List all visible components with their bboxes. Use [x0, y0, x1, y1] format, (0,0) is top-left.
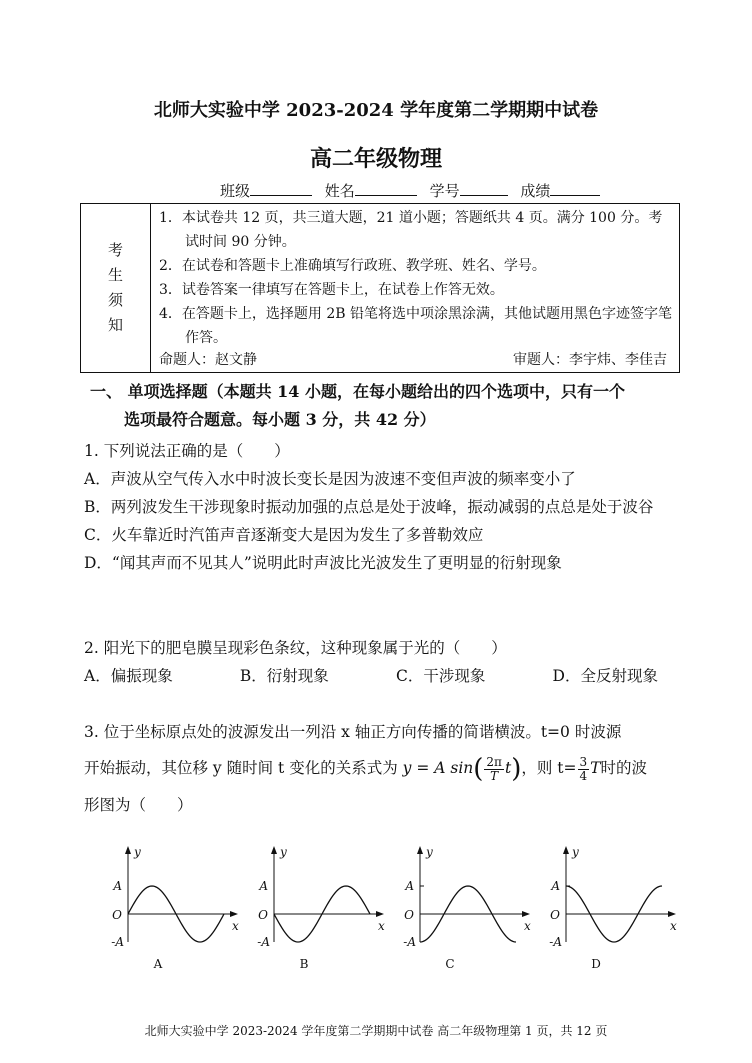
stem-text: 开始振动，其位移 y 随时间 t 变化的关系式为	[84, 759, 398, 777]
notice-items	[159, 206, 673, 350]
student-id-blank	[460, 181, 508, 196]
negative-amplitude-label: -A	[403, 935, 416, 949]
reviewer: 审题人：李宇炜、李佳吉	[513, 352, 667, 368]
notice-item: 2．在试卷和答题卡上准确填写行政班、教学班、姓名、学号。	[159, 258, 546, 274]
page-footer: 北师大实验中学 2023-2024 学年度第二学期期中试卷 高二年级物理第 1 页，共 12 页	[144, 1024, 608, 1038]
x-axis-label: x	[670, 919, 677, 933]
name-label: 姓名	[324, 182, 355, 200]
x-axis-arrow	[668, 911, 676, 917]
origin-label: O	[550, 908, 560, 922]
y-axis-arrow	[271, 846, 277, 854]
class-label: 班级	[220, 182, 251, 200]
negative-amplitude-label: -A	[111, 935, 124, 949]
student-id-label: 学号	[429, 182, 460, 200]
amplitude-label: A	[551, 879, 560, 893]
option-d: D．全反射现象	[552, 667, 658, 685]
authors-line	[159, 349, 667, 369]
question-3	[84, 714, 684, 823]
y-axis-label: y	[572, 845, 579, 859]
notice-char: 知	[107, 316, 123, 334]
y-axis-label: y	[280, 845, 287, 859]
origin-label: O	[112, 908, 122, 922]
formula-paren-open: (	[473, 754, 484, 784]
notice-char: 考	[107, 241, 123, 259]
panel-letter: A	[153, 957, 163, 971]
question-stem: 2. 阳光下的肥皂膜呈现彩色条纹，这种现象属于光的（ ）	[84, 639, 507, 657]
option-c: C．火车靠近时汽笛声音逐渐变大是因为发生了多普勒效应	[84, 526, 484, 544]
x-axis-arrow	[522, 911, 530, 917]
fraction-3-over-4	[578, 756, 590, 783]
formula-y: y = A sin	[402, 759, 474, 777]
y-axis-label: y	[426, 845, 433, 859]
y-axis-label: y	[134, 845, 141, 859]
formula-t: t	[504, 759, 512, 777]
origin-label: O	[258, 908, 268, 922]
stem-text: 时的波	[600, 759, 647, 777]
question-stem: 1. 下列说法正确的是（ ）	[84, 442, 290, 460]
question-stem-line2	[84, 750, 684, 787]
panel-letter: C	[445, 957, 455, 971]
score-label: 成绩	[520, 182, 551, 200]
option-b: B．两列波发生干涉现象时振动加强的点总是处于波峰，振动减弱的点总是处于波谷	[84, 498, 654, 516]
x-axis-label: x	[524, 919, 531, 933]
author: 命题人：赵文静	[159, 352, 257, 368]
option-a: A．声波从空气传入水中时波长变长是因为波速不变但声波的频率变小了	[84, 470, 576, 488]
notice-char: 须	[107, 291, 123, 309]
page-title: 北师大实验中学 2023-2024 学年度第二学期期中试卷	[153, 100, 599, 121]
option-a: A．偏振现象	[84, 667, 173, 685]
x-axis-arrow	[376, 911, 384, 917]
section-heading-line1: 一、 单项选择题（本题共 14 小题，在每小题给出的四个选项中，只有一个	[90, 382, 625, 401]
question-stem-line3: 形图为（ ）	[84, 796, 193, 814]
x-axis-arrow	[230, 911, 238, 917]
amplitude-label: A	[259, 879, 268, 893]
negative-amplitude-label: -A	[549, 935, 562, 949]
amplitude-label: A	[405, 879, 414, 893]
fraction-numerator: 2π	[486, 754, 502, 769]
class-blank	[250, 181, 312, 196]
origin-label: O	[404, 908, 414, 922]
amplitude-label: A	[113, 879, 122, 893]
option-b: B．衍射现象	[239, 667, 329, 685]
stem-text: ，则 t=	[521, 759, 577, 777]
options-row	[84, 662, 658, 690]
y-axis-arrow	[125, 846, 131, 854]
score-blank	[550, 181, 600, 196]
fraction-2pi-over-t	[484, 756, 504, 783]
wave-graphs	[92, 842, 692, 977]
formula-paren-close: )	[511, 754, 522, 784]
fraction-numerator: 3	[579, 754, 588, 769]
exam-notice-box	[80, 203, 680, 373]
panel-letter: D	[591, 957, 601, 971]
question-2	[84, 634, 684, 690]
panel-letter: B	[299, 957, 309, 971]
option-d: D．“闻其声而不见其人”说明此时声波比光波发生了更明显的衍射现象	[84, 554, 562, 572]
section-heading	[90, 378, 680, 434]
formula-period-t: T	[590, 759, 601, 777]
section-heading-line2: 选项最符合题意。每小题 3 分，共 42 分）	[124, 410, 436, 429]
fraction-denominator: T	[490, 768, 499, 783]
y-axis-arrow	[563, 846, 569, 854]
notice-char: 生	[107, 266, 123, 284]
question-stem-line1: 3. 位于坐标原点处的波源发出一列沿 x 轴正方向传播的简谐横波。t=0 时波源	[84, 723, 622, 741]
question-1	[84, 437, 684, 577]
notice-item: 4．在答题卡上，选择题用 2B 铅笔将选中项涂黑涂满，其他试题用黑色字迹签字笔作答。	[159, 306, 673, 346]
notice-side-label	[81, 204, 151, 372]
notice-item: 3．试卷答案一律填写在答题卡上，在试卷上作答无效。	[159, 282, 504, 298]
y-axis-arrow	[417, 846, 423, 854]
negative-amplitude-label: -A	[257, 935, 270, 949]
notice-item: 1．本试卷共 12 页，共三道大题，21 道小题；答题纸共 4 页。满分 100 分。考试时间 90 分钟。	[159, 210, 663, 250]
student-info-line	[220, 180, 608, 201]
name-blank	[355, 181, 417, 196]
option-c: C．干涉现象	[395, 667, 486, 685]
subject-title: 高二年级物理	[309, 146, 442, 172]
x-axis-label: x	[232, 919, 239, 933]
x-axis-label: x	[378, 919, 385, 933]
fraction-denominator: 4	[579, 768, 588, 783]
